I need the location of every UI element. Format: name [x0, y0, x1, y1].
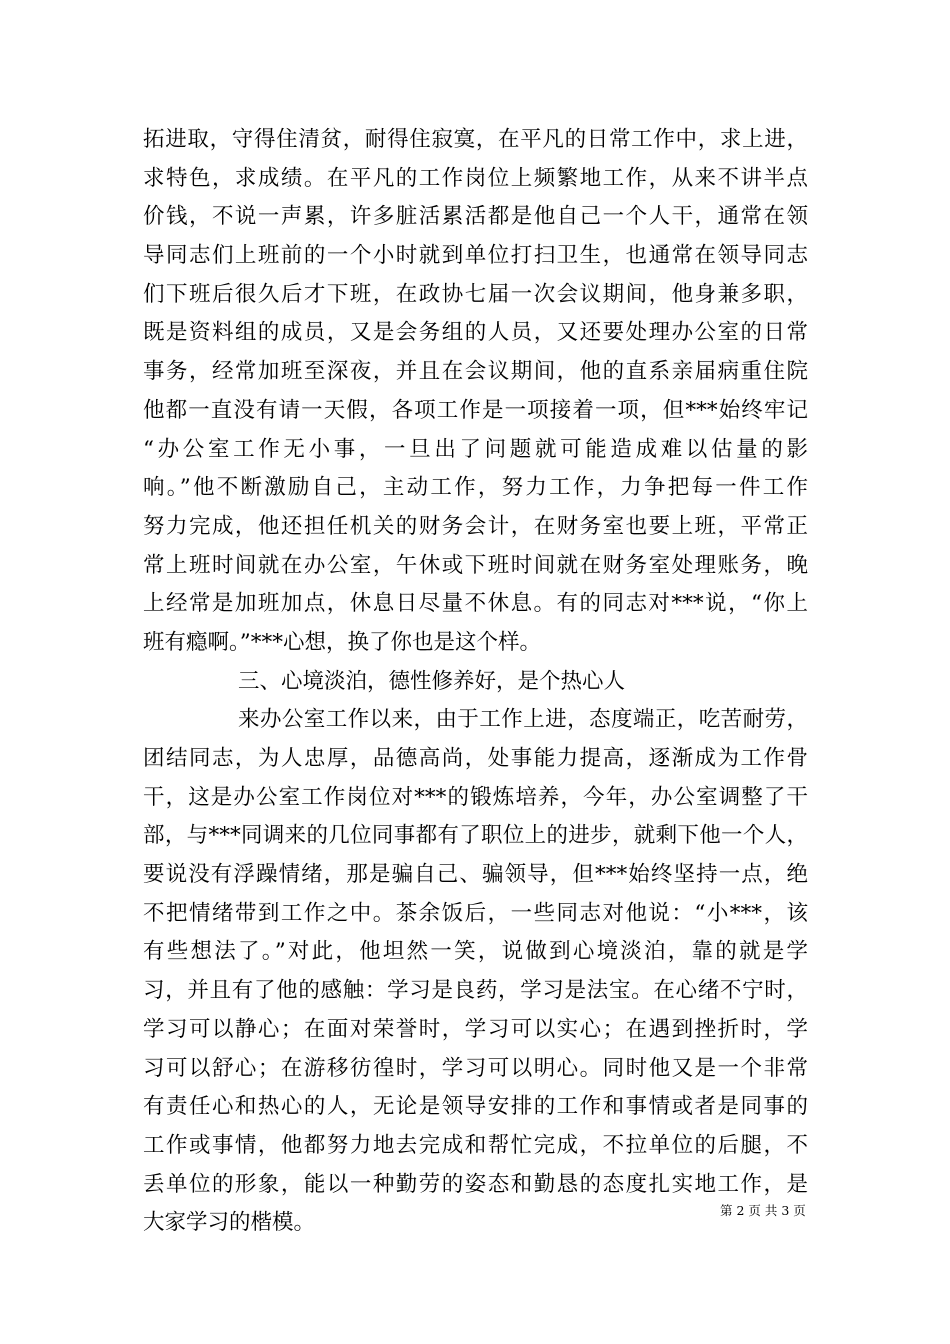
paragraph-2	[143, 701, 808, 1243]
text-line: 们下班后很久后才下班，在政协七届一次会议期间，他身兼多职，	[143, 281, 808, 307]
text-line: 来办公室工作以来，由于工作上进，态度端正，吃苦耐劳，	[238, 707, 808, 733]
text-line: 习，并且有了他的感触：学习是良药，学习是法宝。在心绪不宁时，	[143, 978, 808, 1004]
page-number-footer: 第 2 页 共 3 页	[720, 1203, 806, 1218]
text-line: 要说没有浮躁情绪，那是骗自己、骗领导，但***始终坚持一点，绝	[143, 862, 808, 888]
text-line: “办公室工作无小事，一旦出了问题就可能造成难以估量的影	[143, 436, 808, 462]
text-line: 既是资料组的成员，又是会务组的人员，又还要处理办公室的日常	[143, 320, 808, 346]
text-line: 事务，经常加班至深夜，并且在会议期间，他的直系亲届病重住院	[143, 359, 808, 385]
text-line: 部，与***同调来的几位同事都有了职位上的进步，就剩下他一个人，	[143, 823, 808, 849]
text-line: 丢单位的形象，能以一种勤劳的姿态和勤恳的态度扎实地工作，是	[143, 1171, 808, 1197]
text-line: 响。”他不断激励自己，主动工作，努力工作，力争把每一件工作	[143, 475, 808, 501]
text-line: 工作或事情，他都努力地去完成和帮忙完成，不拉单位的后腿，不	[143, 1132, 808, 1158]
text-line: 导同志们上班前的一个小时就到单位打扫卫生，也通常在领导同志	[143, 243, 808, 269]
section-heading: 三、心境淡泊，德性修养好，是个热心人	[238, 668, 626, 694]
paragraph-1	[143, 121, 808, 663]
text-line: 班有瘾啊。”***心想，换了你也是这个样。	[143, 629, 541, 655]
text-line: 常上班时间就在办公室，午休或下班时间就在财务室处理账务，晚	[143, 552, 808, 578]
text-line: 学习可以静心；在面对荣誉时，学习可以实心；在遇到挫折时，学	[143, 1016, 808, 1042]
text-line: 拓进取，守得住清贫，耐得住寂寞，在平凡的日常工作中，求上进，	[143, 127, 808, 152]
text-line: 有些想法了。”对此，他坦然一笑，说做到心境淡泊，靠的就是学	[143, 939, 808, 965]
document-body	[143, 121, 808, 1243]
text-line: 干，这是办公室工作岗位对***的锻炼培养，今年，办公室调整了干	[143, 784, 808, 810]
text-line: 团结同志，为人忠厚，品德高尚，处事能力提高，逐渐成为工作骨	[143, 746, 808, 771]
text-line: 上经常是加班加点，休息日尽量不休息。有的同志对***说，“你上	[143, 591, 808, 617]
text-line: 大家学习的楷模。	[143, 1210, 316, 1236]
text-line: 他都一直没有请一天假，各项工作是一项接着一项，但***始终牢记	[143, 397, 808, 423]
text-line: 努力完成，他还担任机关的财务会计，在财务室也要上班，平常正	[143, 513, 808, 539]
text-line: 习可以舒心；在游移彷徨时，学习可以明心。同时他又是一个非常	[143, 1055, 808, 1081]
text-line: 有责任心和热心的人，无论是领导安排的工作和事情或者是同事的	[143, 1094, 808, 1120]
text-line: 求特色，求成绩。在平凡的工作岗位上频繁地工作，从来不讲半点	[143, 165, 808, 191]
text-line: 价钱，不说一声累，许多脏活累活都是他自己一个人干，通常在领	[143, 204, 808, 230]
text-line: 不把情绪带到工作之中。茶余饭后，一些同志对他说：“小***，该	[143, 900, 808, 926]
